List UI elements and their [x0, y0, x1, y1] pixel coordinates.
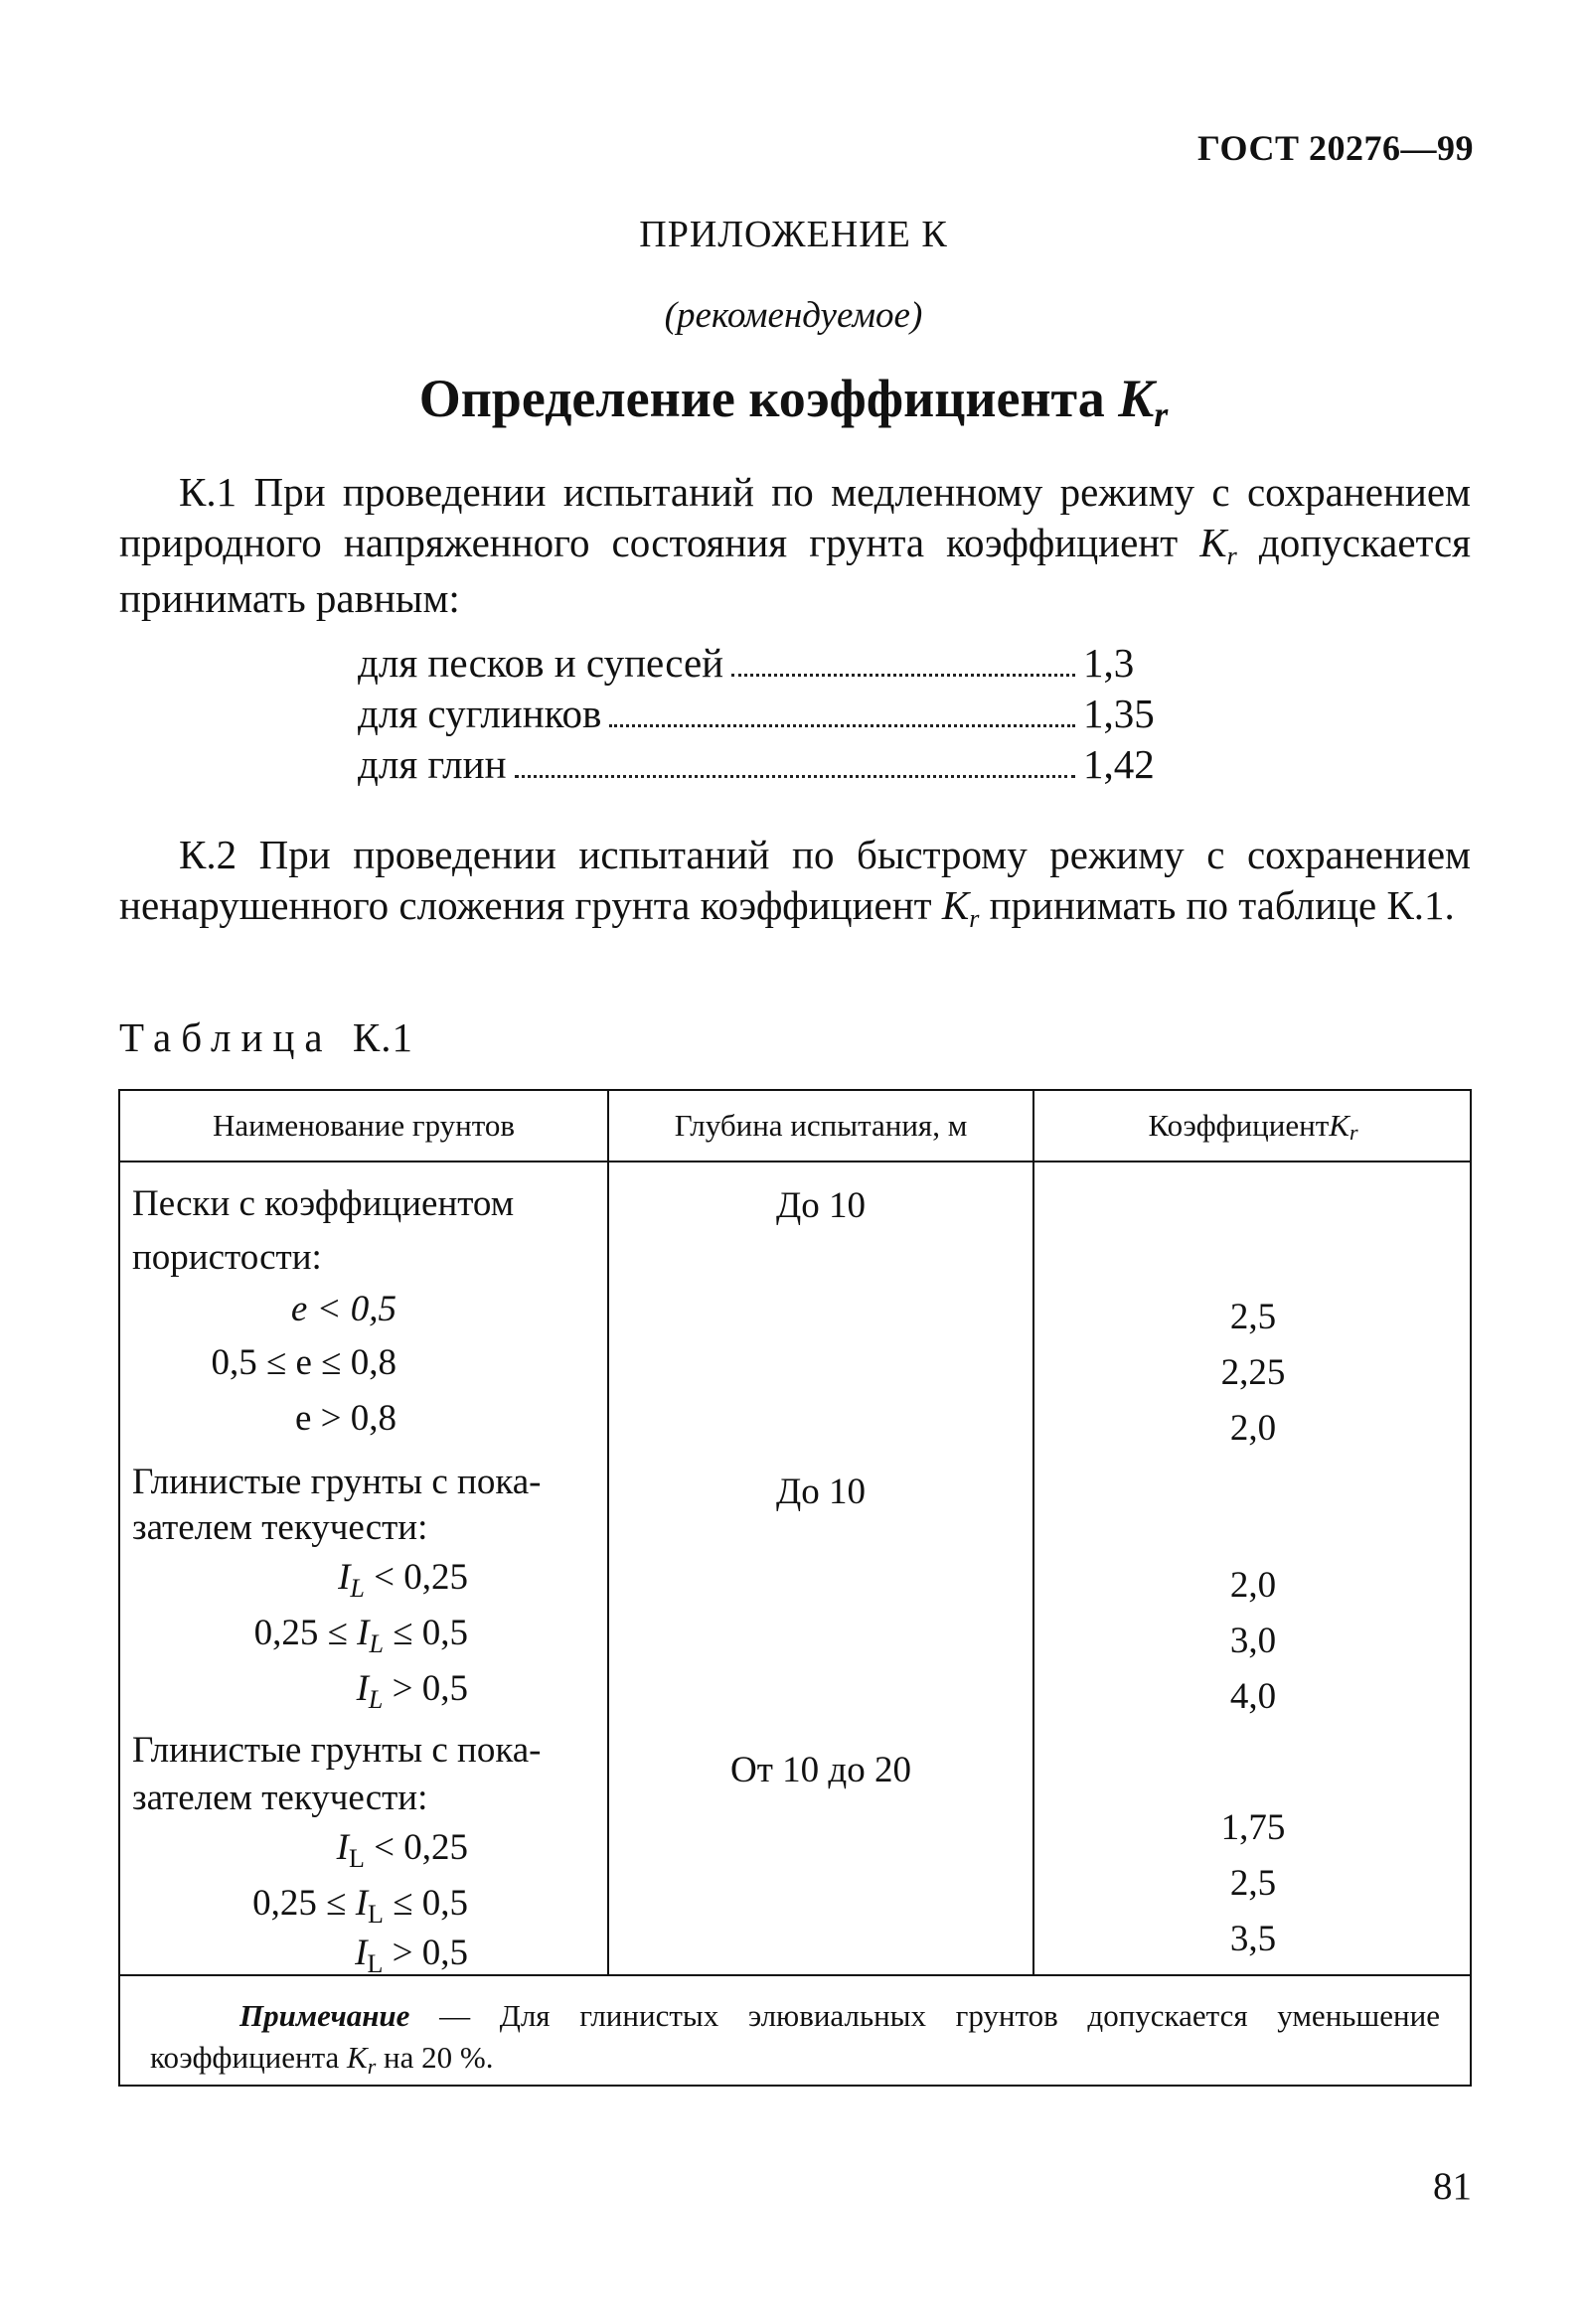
- il-symbol: I: [356, 1668, 369, 1709]
- table-cell-depth: До 10: [776, 1472, 866, 1512]
- table-cell-condition: [239, 1932, 468, 1978]
- list-item: [358, 689, 1173, 739]
- kr-symbol-sub: r: [367, 2054, 377, 2079]
- kr-symbol: K: [1199, 520, 1227, 565]
- page-title: [0, 368, 1587, 434]
- table-cell-depth: До 10: [776, 1185, 866, 1226]
- standard-code: ГОСТ 20276—99: [1197, 128, 1474, 168]
- appendix-status: (рекомендуемое): [664, 295, 923, 336]
- table-cell-value: 3,5: [1229, 1919, 1277, 1959]
- table-note: [150, 1995, 1440, 2082]
- condition-text: < 0,25: [364, 1557, 468, 1598]
- table-cell-value: 2,5: [1229, 1863, 1277, 1904]
- table-cell-condition: [257, 1288, 397, 1330]
- table-cell-value: 3,0: [1229, 1621, 1277, 1661]
- dot-leader: [515, 774, 1075, 778]
- table-cell-value: 2,5: [1229, 1297, 1277, 1337]
- table-k1: [118, 1089, 1472, 2087]
- table-cell-soil-name: зателем текучести:: [132, 1778, 428, 1818]
- il-symbol: I: [355, 1883, 369, 1924]
- table-cell-soil-name: Глинистые грунты с пока-: [132, 1462, 542, 1502]
- table-cell-condition: [176, 1341, 397, 1384]
- condition-text: 0,5 ≤ e ≤ 0,8: [211, 1342, 397, 1383]
- title-symbol: K: [1118, 369, 1155, 428]
- table-cell-value: 2,0: [1229, 1408, 1277, 1449]
- list-item-label: для глин: [358, 741, 507, 787]
- table-cell-condition: [239, 1667, 468, 1714]
- table-caption: [119, 1013, 413, 1061]
- condition-text: < 0,25: [364, 1827, 468, 1868]
- section-k1-paragraph: [119, 467, 1471, 624]
- section-k2-paragraph: [119, 830, 1471, 936]
- note-label: Примечание: [239, 1998, 410, 2033]
- dot-leader: [731, 673, 1075, 677]
- condition-text: > 0,5: [383, 1668, 468, 1709]
- il-symbol-sub: L: [367, 1949, 384, 1978]
- column-header-coefficient: [1034, 1091, 1472, 1161]
- table-caption-number: К.1: [352, 1014, 413, 1060]
- il-symbol: I: [336, 1827, 349, 1868]
- il-symbol-sub: L: [350, 1574, 365, 1603]
- il-symbol-sub: L: [348, 1844, 365, 1873]
- table-cell-soil-name: Пески с коэффициентом: [132, 1183, 515, 1224]
- section-k1-text-2: допускается принимать равным:: [119, 520, 1471, 621]
- table-cell-value: 2,0: [1229, 1565, 1277, 1606]
- il-symbol: I: [355, 1933, 368, 1973]
- table-cell-soil-name: пористости:: [132, 1237, 322, 1278]
- il-symbol: I: [357, 1613, 370, 1653]
- list-item-value: 1,3: [1083, 640, 1135, 686]
- list-item: [358, 739, 1173, 790]
- section-k2-text-1: К.2 При проведении испытаний по быстрому режиму с сохранением ненарушенного сложения грунта коэффициент: [119, 832, 1471, 928]
- kr-symbol-sub: r: [1349, 1120, 1358, 1145]
- il-symbol-sub: L: [368, 1685, 384, 1714]
- column-header-soil: Наименование грунтов: [212, 1108, 516, 1143]
- kr-symbol-sub: r: [969, 904, 980, 933]
- il-symbol-sub: L: [368, 1900, 384, 1929]
- il-symbol: I: [338, 1557, 351, 1598]
- table-cell-value: 1,75: [1220, 1807, 1286, 1848]
- table-divider: [120, 1161, 1470, 1162]
- list-item: [358, 638, 1173, 689]
- table-cell-depth: От 10 до 20: [730, 1750, 911, 1790]
- list-item-value: 1,35: [1083, 691, 1155, 736]
- column-header-coefficient-text: Коэффициент: [1148, 1108, 1330, 1143]
- table-cell-value: 2,25: [1220, 1352, 1286, 1393]
- coefficient-list: [358, 638, 1173, 790]
- condition-text: > 0,5: [383, 1933, 468, 1973]
- condition-text: 0,25 ≤: [252, 1883, 356, 1924]
- list-item-label: для песков и супесей: [358, 640, 724, 686]
- page-title-text: Определение коэффициента: [418, 369, 1119, 428]
- condition-text: ≤ 0,5: [383, 1883, 468, 1924]
- appendix-title: ПРИЛОЖЕНИЕ К: [639, 214, 948, 255]
- kr-symbol-sub: r: [1226, 542, 1237, 570]
- title-symbol-sub: r: [1154, 394, 1169, 434]
- table-cell-condition: [257, 1397, 397, 1440]
- table-cell-condition: [150, 1882, 468, 1929]
- note-text-2: на 20 %.: [376, 2040, 494, 2075]
- note-text-1: — Для глинистых элювиальных грунтов допускается уменьшение коэффициента: [150, 1998, 1440, 2075]
- table-cell-condition: [150, 1612, 468, 1658]
- table-cell-soil-name: Глинистые грунты с пока-: [132, 1730, 542, 1771]
- dot-leader: [609, 723, 1075, 727]
- table-cell-condition: [239, 1826, 468, 1873]
- condition-text: e > 0,8: [294, 1398, 397, 1439]
- column-header-depth: Глубина испытания, м: [674, 1108, 968, 1143]
- condition-text: e < 0,5: [290, 1289, 397, 1329]
- section-k2-text-2: принимать по таблице К.1.: [979, 882, 1455, 928]
- list-item-label: для суглинков: [358, 691, 602, 736]
- kr-symbol: K: [347, 2040, 368, 2075]
- section-k1-text-1: К.1 При проведении испытаний по медленному режиму с сохранением природного напряженного состояния грунта коэффициент: [119, 469, 1471, 565]
- page-number: 81: [1433, 2165, 1472, 2208]
- table-caption-word: Таблица: [119, 1014, 333, 1060]
- il-symbol-sub: L: [369, 1629, 384, 1658]
- table-cell-condition: [239, 1556, 468, 1603]
- condition-text: 0,25 ≤: [253, 1613, 358, 1653]
- kr-symbol: K: [1329, 1108, 1349, 1143]
- condition-text: ≤ 0,5: [383, 1613, 468, 1653]
- table-cell-value: 4,0: [1229, 1676, 1277, 1717]
- kr-symbol: K: [941, 882, 970, 928]
- list-item-value: 1,42: [1083, 741, 1155, 787]
- table-cell-soil-name: зателем текучести:: [132, 1507, 428, 1548]
- table-divider: [120, 1974, 1470, 1976]
